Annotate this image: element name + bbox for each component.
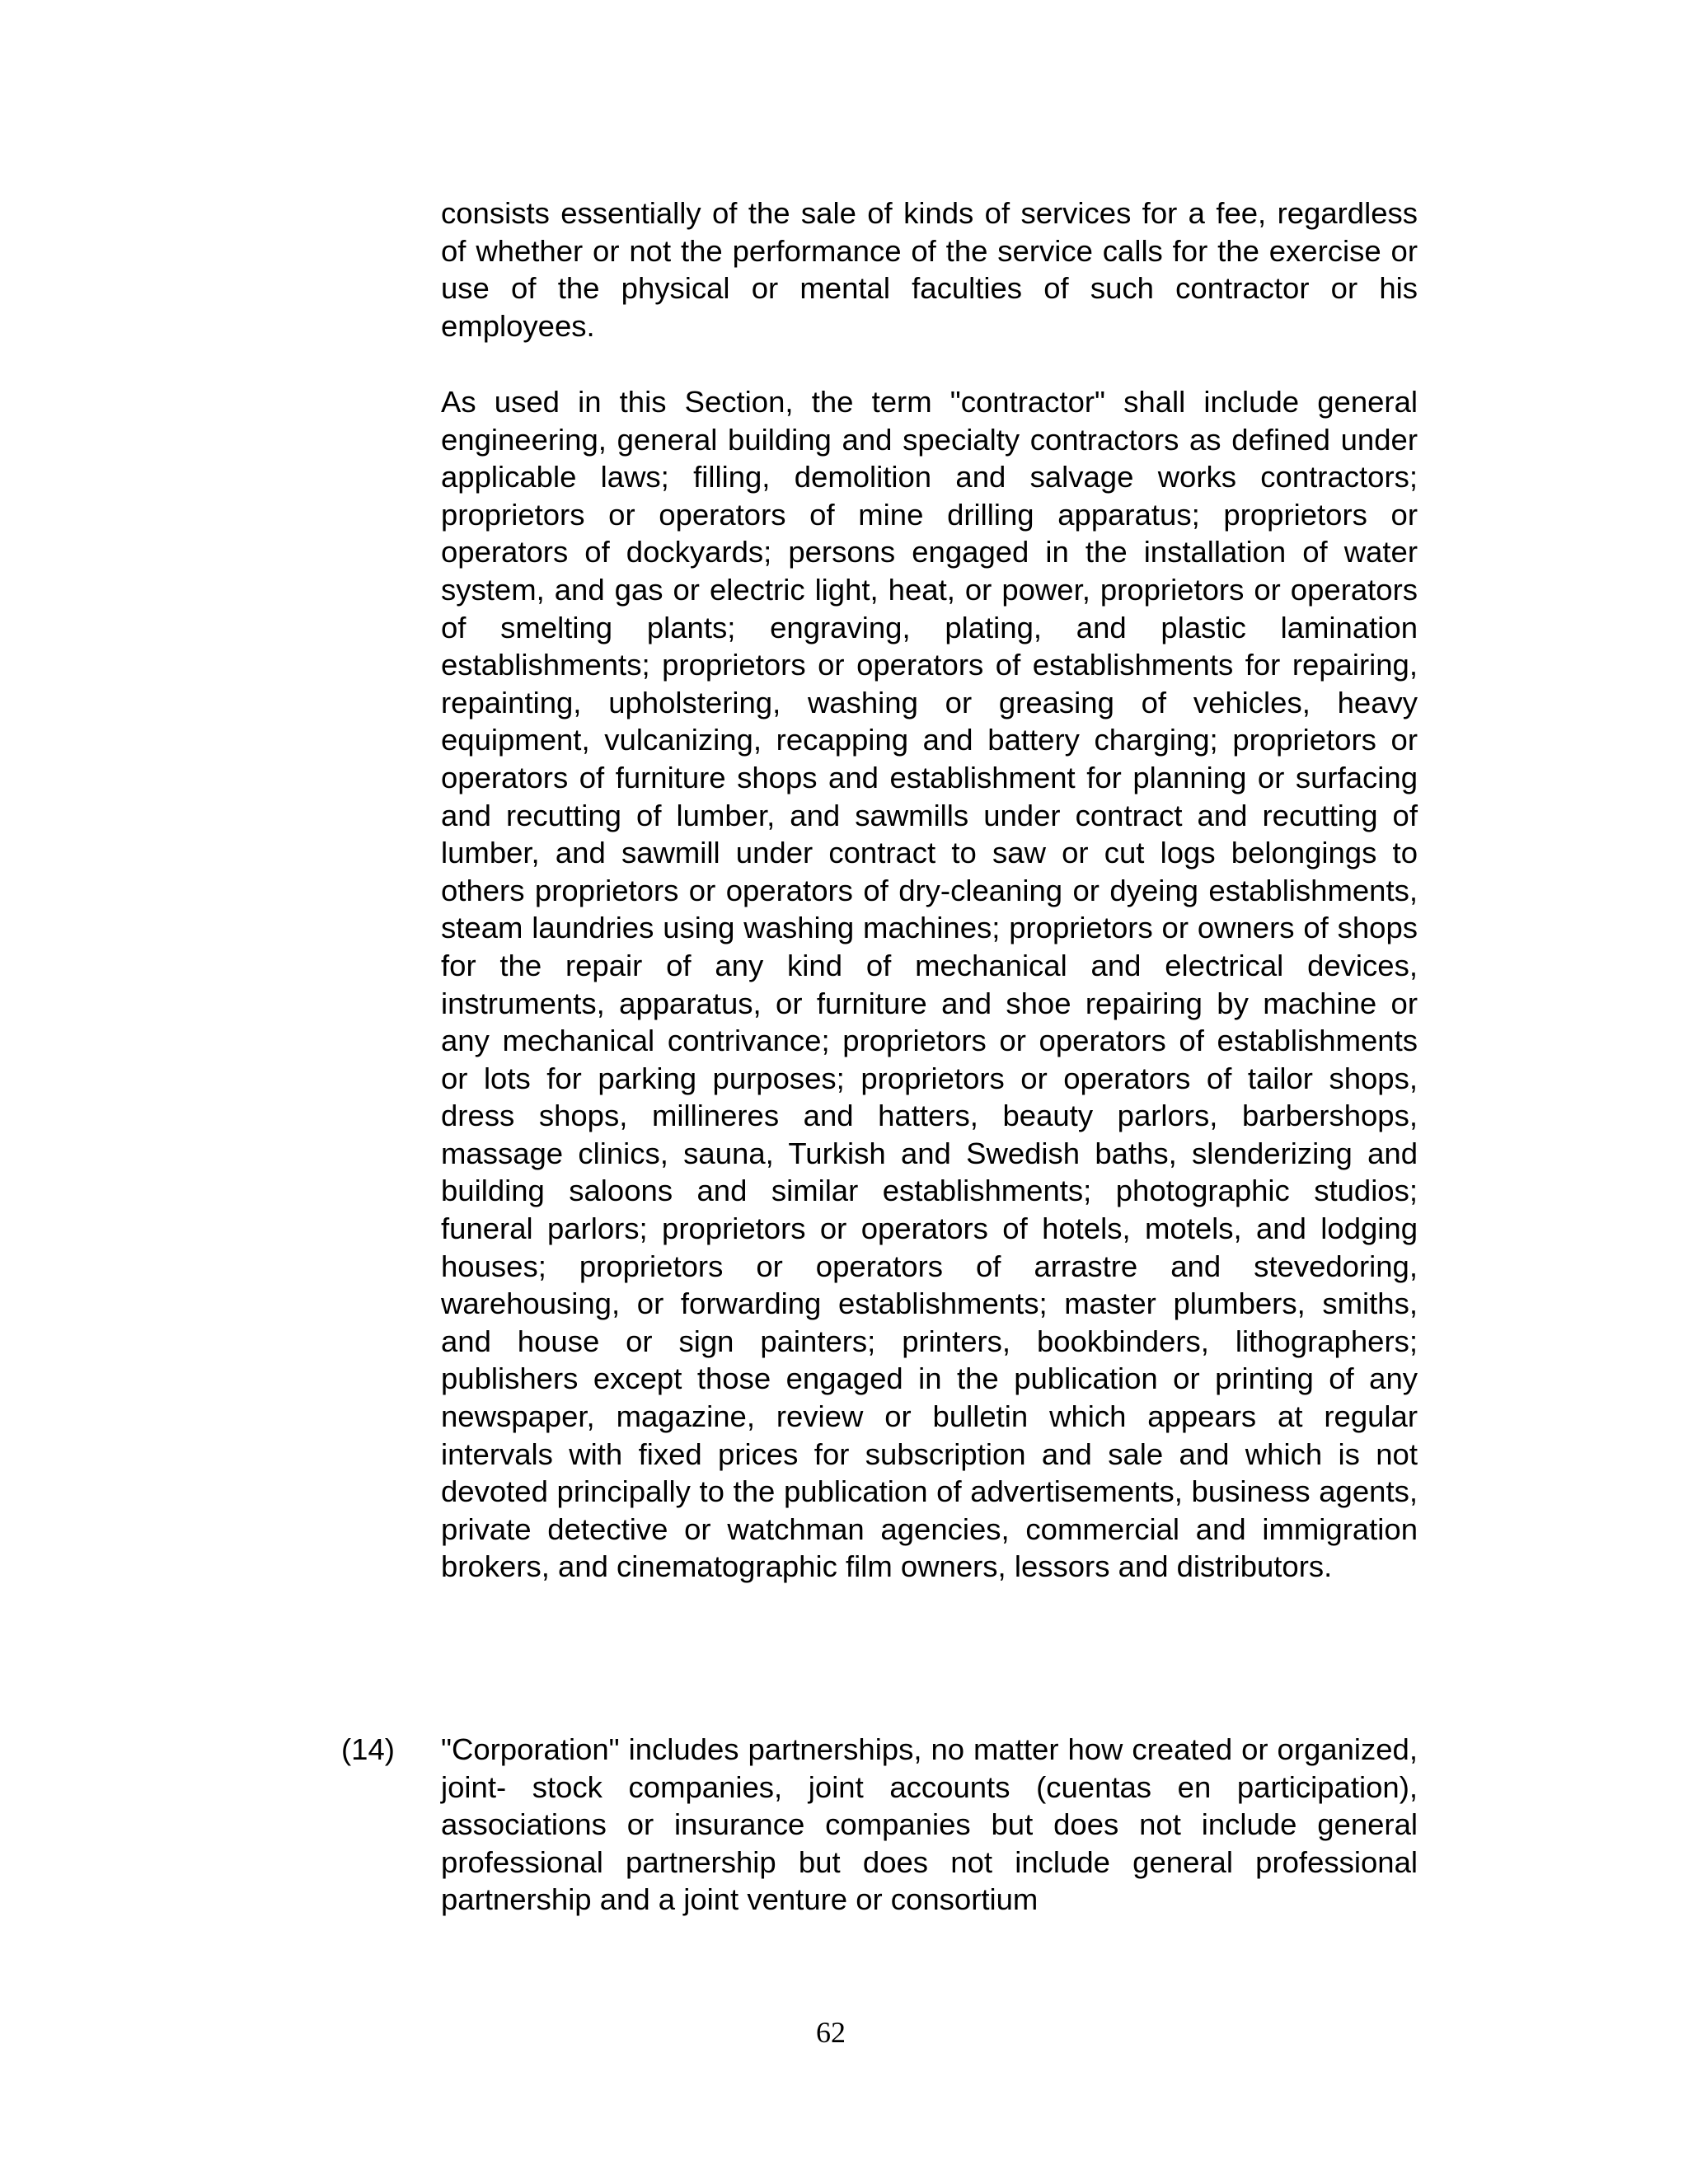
item-number-14: (14) — [341, 1732, 395, 1766]
item-14-corporation-definition: "Corporation" includes partnerships, no matter how created or organized, joint- stock companies, joint accounts (cuentas en participation), associations or insurance companies but does not include general professional partnership but does not include general professional partnership and a joint venture or consortium — [441, 1732, 1418, 1917]
page-number: 62 — [816, 2016, 846, 2049]
paragraph-contractor-definition: As used in this Section, the term "contractor" shall include general engineering, general building and specialty contractors as defined under applicable laws; filling, demolition and salvage works contractors; proprietors or operators of mine drilling apparatus; proprietors or operators of dockyards; persons engaged in the installation of water system, and gas or electric light, heat, or power, proprietors or operators of smelting plants; engraving, plating, and plastic lamination establishments; proprietors or operators of establishments for repairing, repainting, upholstering, washing or greasing of vehicles, heavy equipment, vulcanizing, recapping and battery charging; proprietors or operators of furniture shops and establishment for planning or surfacing and recutting of lumber, and sawmills under contract and recutting of lumber, and sawmill under contract to saw or cut logs belongings to others proprietors or operators of dry-cleaning or dyeing establishments, steam laundries using washing machines; proprietors or owners of shops for the repair of any kind of mechanical and electrical devices, instruments, apparatus, or furniture and shoe repairing by machine or any mechanical contrivance; proprietors or operators of establishments or lots for parking purposes; proprietors or operators of tailor shops, dress shops, millineres and hatters, beauty parlors, barbershops, massage clinics, sauna, Turkish and Swedish baths, slenderizing and building saloons and similar establishments; photographic studios; funeral parlors; proprietors or operators of hotels, motels, and lodging houses; proprietors or operators of arrastre and stevedoring, warehousing, or forwarding establishments; master plumbers, smiths, and house or sign painters; printers, bookbinders, lithographers; publishers except those engaged in the publication or printing of any newspaper, magazine, review or bulletin which appears at regular intervals with fixed prices for subscription and sale and which is not devoted principally to the publication of advertisements, business agents, private detective or watchman agencies, commercial and immigration brokers, and cinematographic film owners, lessors and distributors. — [441, 385, 1418, 1584]
paragraph-services-continuation: consists essentially of the sale of kinds of services for a fee, regardless of whether or not the performance of the service calls for the exercise or use of the physical or mental faculties of such contractor or his employees. — [441, 196, 1418, 343]
